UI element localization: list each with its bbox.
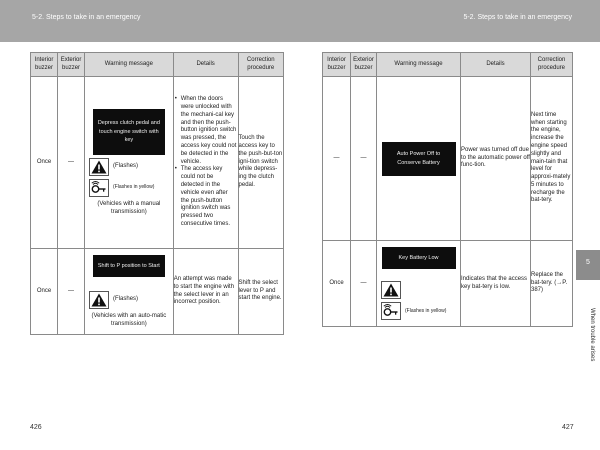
interior-buzzer-cell: Once [323,241,351,327]
details-header: Details [461,53,531,77]
table-row [323,241,573,327]
details-cell [173,77,238,249]
flashes-yellow-indicator [89,179,173,197]
correction-cell: Shift the select lever to P and start the engine. [238,249,283,335]
flashes-indicator [89,158,173,176]
details-cell: An attempt was made to start the engine with the select lever in an incorrect position. [173,249,238,335]
details-item: • When the doors were unlocked with the mechani-cal key and then the push-button ignition switch was pressed, the access key could not be detected in the vehicle. [181,96,238,166]
correction-header: Correction procedure [531,53,573,77]
interior-buzzer-cell: — [323,77,351,241]
correction-cell: Replace the bat-tery. (→P. 387) [531,241,573,327]
lcd-message: Shift to P position to Start [93,255,165,277]
flashes-yellow-label: (Flashes in yellow) [405,307,447,314]
vehicle-note: (Vehicles with an auto-matic transmission) [91,312,167,327]
chapter-label: When trouble arises [589,308,595,362]
left-page-title: 5-2. Steps to take in an emergency [32,14,141,21]
details-header: Details [173,53,238,77]
details-list [174,96,238,229]
correction-cell: Touch the access key to the push-but-ton igni-tion switch while depress-ing the clutch pedal. [238,77,283,249]
lcd-message: Auto Power Off to Conserve Battery [382,142,456,176]
flashes-yellow-label: (Flashes in yellow) [113,184,155,191]
table-row [31,77,284,249]
exterior-buzzer-header: Exterior buzzer [351,53,377,77]
left-page-number: 426 [30,424,42,431]
exterior-buzzer-header: Exterior buzzer [58,53,85,77]
table-row [31,249,284,335]
chapter-tab [576,250,600,280]
correction-header: Correction procedure [238,53,283,77]
vehicle-note: (Vehicles with a manual transmission) [97,200,161,215]
exterior-buzzer-cell: — [351,77,377,241]
warning-message-header: Warning message [377,53,461,77]
table-header-row [31,53,284,77]
flashes-yellow-indicator [381,302,460,320]
warning-message-cell [377,241,461,327]
warning-message-cell [85,77,174,249]
details-item: • The access key could not be detected in the vehicle even after the push-button ignition switch was pressed two consecutive times. [181,166,238,228]
table-header-row [323,53,573,77]
warning-triangle-icon [89,291,109,309]
exterior-buzzer-cell: — [58,77,85,249]
flashes-label: (Flashes) [113,162,139,169]
lcd-message: Depress clutch pedal and touch engine switch with key [93,109,165,155]
warning-message-cell [377,77,461,241]
warning-indicator [381,281,460,299]
right-warning-table [322,52,573,327]
interior-buzzer-cell: Once [31,249,58,335]
flashes-indicator [89,291,173,309]
interior-buzzer-header: Interior buzzer [31,53,58,77]
chapter-number: 5 [586,259,590,266]
right-page-number: 427 [562,424,574,431]
details-cell: Indicates that the access key bat-tery is low. [461,241,531,327]
exterior-buzzer-cell: — [351,241,377,327]
details-cell: Power was turned off due to the automatic power off func-tion. [461,77,531,241]
warning-triangle-icon [89,158,109,176]
interior-buzzer-cell: Once [31,77,58,249]
page-header [0,0,600,42]
interior-buzzer-header: Interior buzzer [323,53,351,77]
lcd-message: Key Battery Low [382,247,456,269]
table-row [323,77,573,241]
exterior-buzzer-cell: — [58,249,85,335]
right-page-title: 5-2. Steps to take in an emergency [463,14,572,21]
warning-triangle-icon [381,281,401,299]
warning-message-cell [85,249,174,335]
key-icon [381,302,401,320]
correction-cell: Next time when starting the engine, increase the engine speed slightly and main-tain that level for approxi-mately 5 minutes to recharge the bat-tery. [531,77,573,241]
flashes-label: (Flashes) [113,295,139,302]
key-icon [89,179,109,197]
warning-message-header: Warning message [85,53,174,77]
left-warning-table [30,52,284,335]
